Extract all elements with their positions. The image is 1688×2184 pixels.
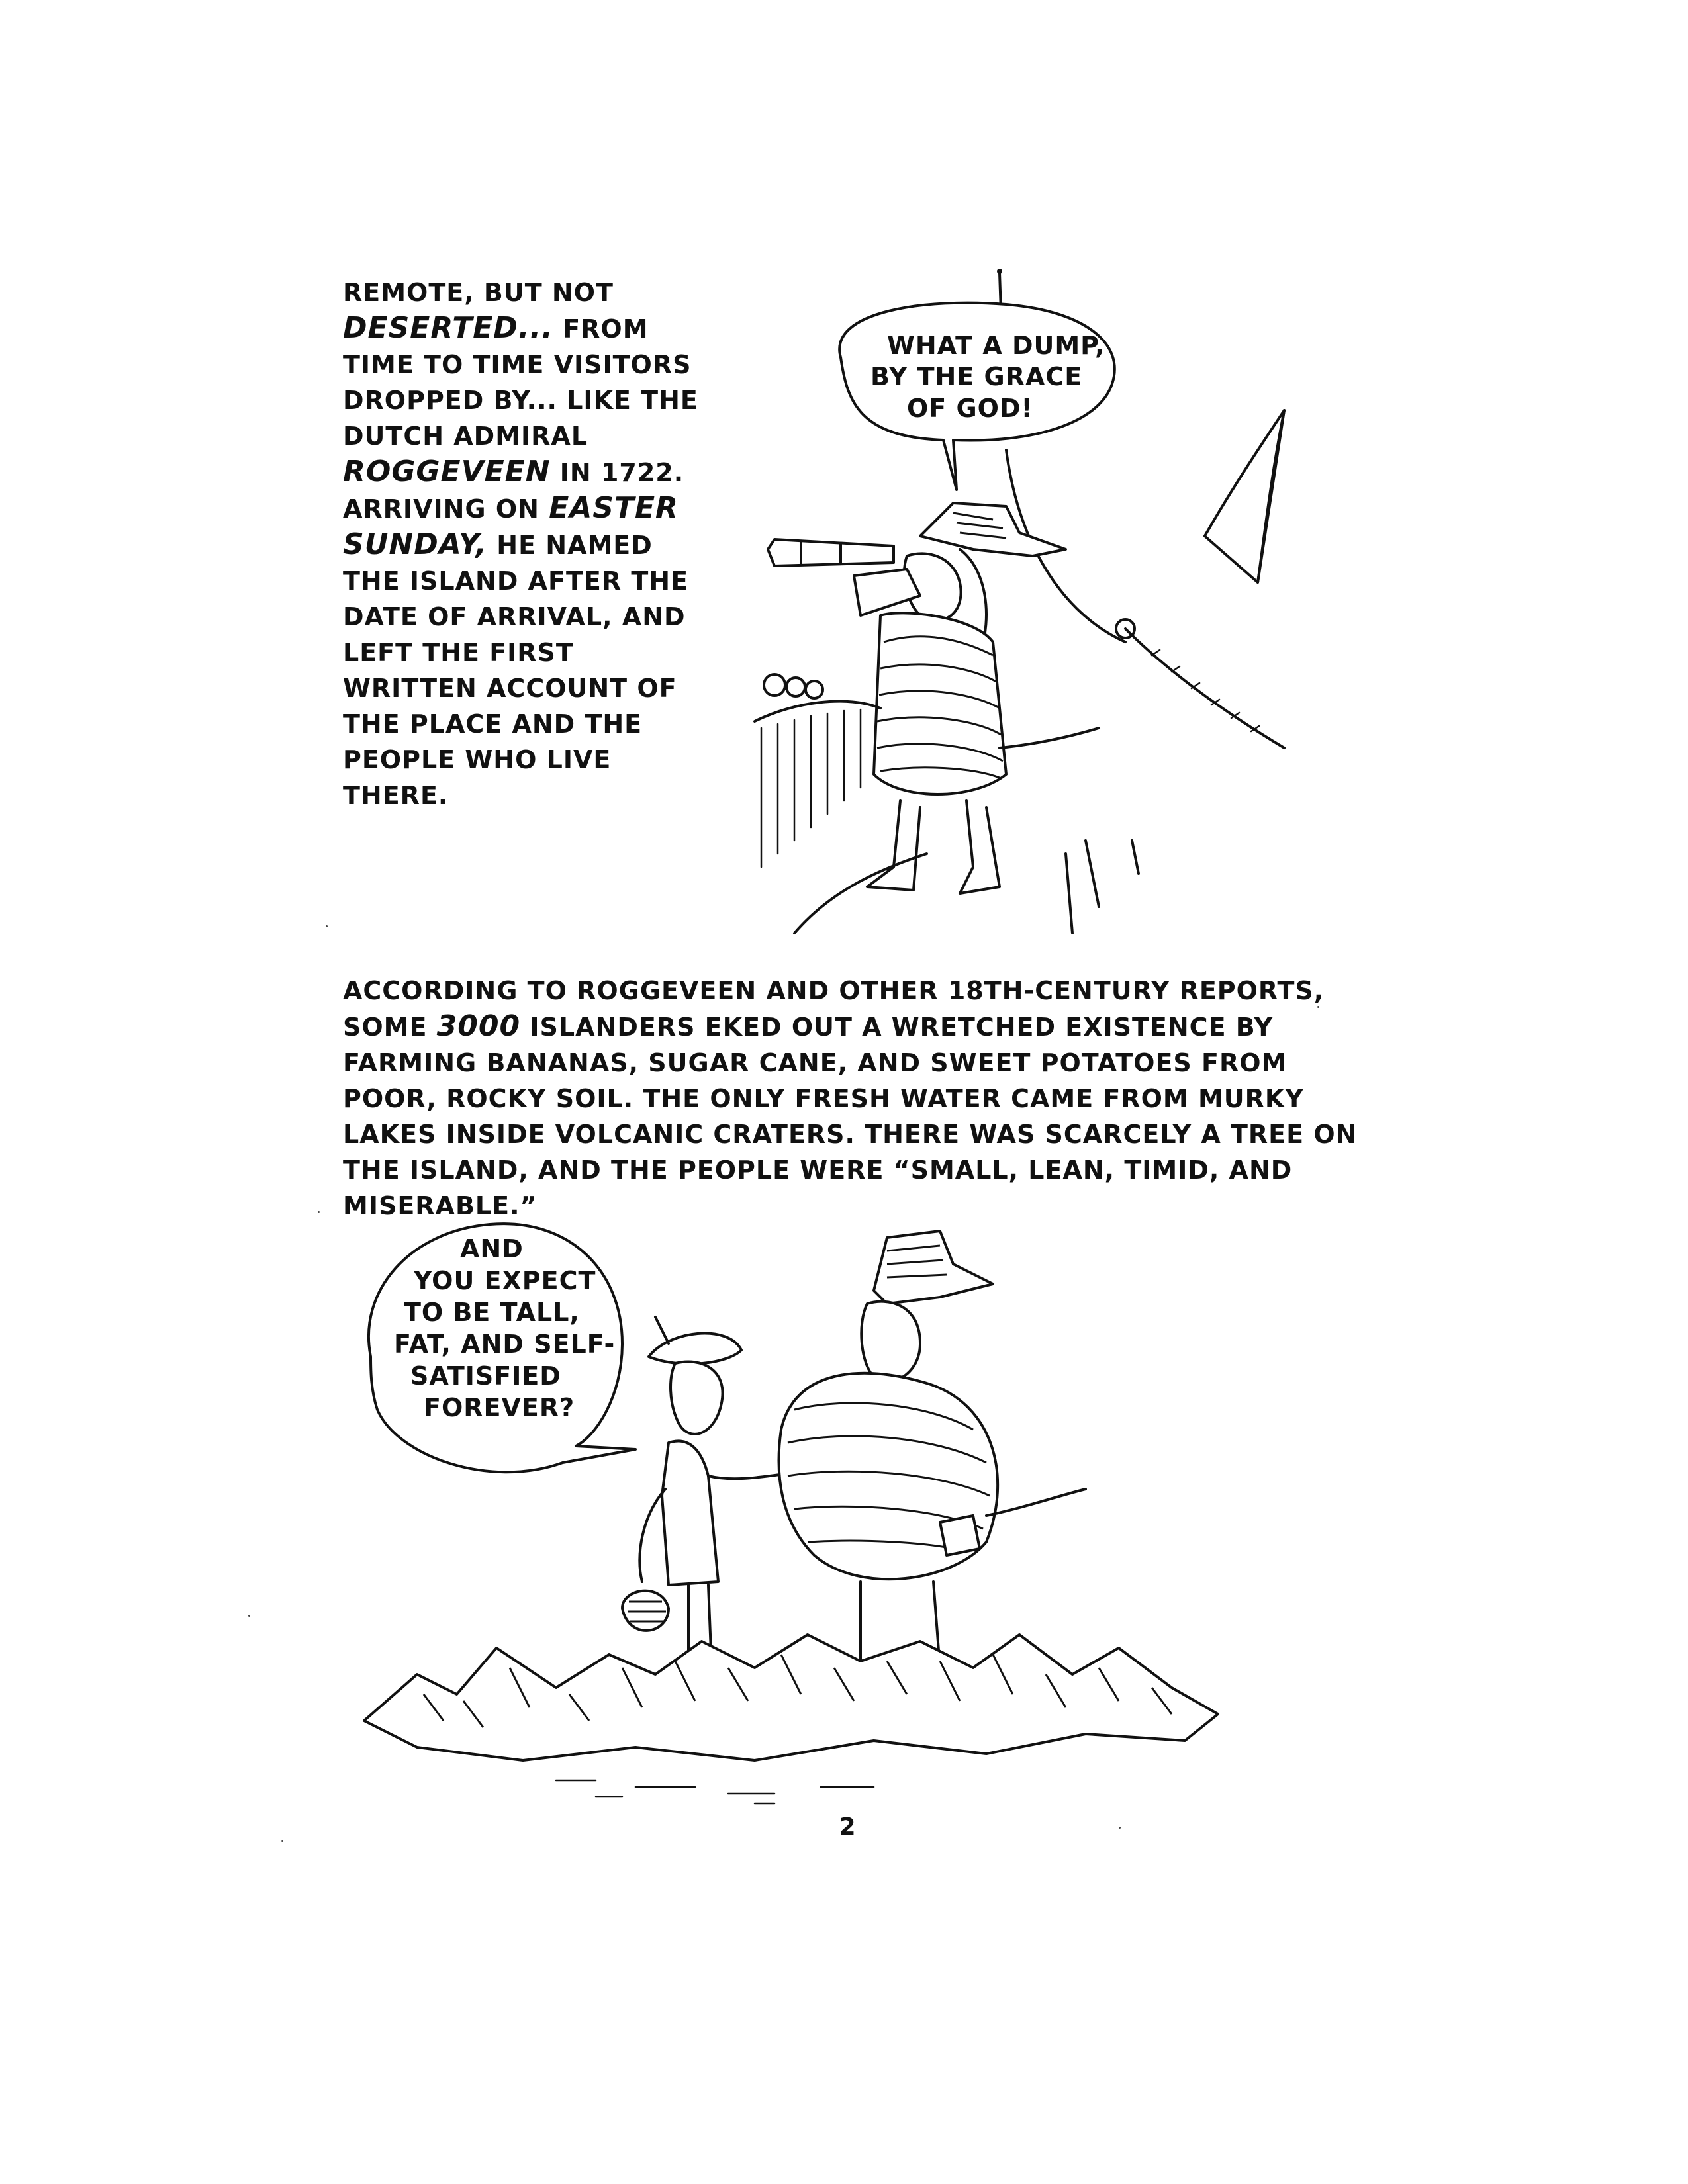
mast-top-dot <box>997 269 1002 274</box>
islander-hat-point <box>655 1317 669 1343</box>
fat-admiral-cuff <box>940 1516 980 1555</box>
scan-speck <box>281 1840 283 1842</box>
rocky-ground <box>364 1635 1218 1803</box>
scan-speck <box>318 1211 320 1213</box>
scan-speck <box>248 1615 250 1617</box>
caption-1-text-2: FROM TIME TO TIME VISITORS DROPPED BY... LIKE THE DUTCH ADMIRAL <box>343 314 698 451</box>
caption-2-emphasis-3000: 3000 <box>436 1009 521 1043</box>
bubble-2-line-1: AND <box>460 1234 524 1263</box>
fat-admiral-hat <box>874 1231 993 1304</box>
panel-admiral-spyglass <box>755 271 1324 940</box>
islander-head <box>671 1362 723 1434</box>
caption-1-text-3: IN 1722. ARRIVING ON <box>343 458 684 523</box>
panel-islander-and-admiral <box>357 1211 1238 1807</box>
caption-1-text-4: HE NAMED THE ISLAND AFTER THE DATE OF ARRIVAL, AND LEFT THE FIRST WRITTEN ACCOUNT OF THE PLACE AND THE PEOPLE WHO LIVE THERE. <box>343 531 689 810</box>
caption-2-text-2: ISLANDERS EKED OUT A WRETCHED EXISTENCE BY FARMING BANANAS, SUGAR CANE, AND SWEET POTATOES FROM POOR, ROCKY SOIL. THE ONLY FRESH WATER CAME FROM MURKY LAKES INSIDE VOLCANIC CRATERS. THERE WAS SCARCELY A TREE ON THE ISLAND, AND THE PEOPLE WERE “SMALL, LEAN, TIMID, AND MISERABLE.” <box>343 1013 1358 1220</box>
rope-twist-marks <box>1152 650 1259 731</box>
bubble-1-line-2: BY THE GRACE <box>870 362 1083 391</box>
deck-plank-strokes <box>1066 841 1139 933</box>
thin-islander-figure <box>622 1317 794 1668</box>
water-ripples <box>556 1780 874 1803</box>
fat-admiral-sword <box>986 1489 1086 1516</box>
rock-outline <box>364 1635 1218 1760</box>
fat-admiral-face <box>861 1302 920 1382</box>
speech-bubble-1 <box>839 303 1115 490</box>
bubble-2-line-3: TO BE TALL, <box>404 1298 580 1327</box>
bubble-2-line-4: FAT, AND SELF- <box>394 1330 616 1359</box>
bubble-1-line-3: OF GOD! <box>907 394 1033 423</box>
admiral-arm <box>854 569 920 615</box>
railing-top <box>755 702 880 721</box>
rigging-rope <box>1125 629 1284 748</box>
crew-head-1 <box>764 674 785 696</box>
caption-2-text-1: ACCORDING TO ROGGEVEEN AND OTHER 18TH-CENTURY REPORTS, SOME <box>343 976 1325 1042</box>
caption-remote-not-deserted <box>343 275 714 813</box>
bubble-2-line-5: SATISFIED <box>410 1361 561 1390</box>
islander-hat <box>649 1334 741 1364</box>
deck-line <box>794 854 927 933</box>
page-number: 2 <box>839 1813 856 1841</box>
caption-1-emphasis-easter-sunday: EASTER SUNDAY, <box>343 491 679 561</box>
bubble-2-line-2: YOU EXPECT <box>414 1266 596 1295</box>
scan-speck <box>326 925 328 927</box>
bubble-2-line-6: FOREVER? <box>424 1393 575 1422</box>
caption-islanders-report <box>343 973 1376 1224</box>
caption-1-emphasis-deserted: DESERTED... <box>343 311 553 345</box>
fat-admiral-figure <box>779 1231 1086 1668</box>
sail-and-rope <box>1006 410 1284 748</box>
speech-bubble-2 <box>369 1224 635 1472</box>
spyglass-icon <box>768 539 894 566</box>
crew-head-2 <box>786 678 805 696</box>
sail-shape <box>1205 410 1284 582</box>
railing-balusters <box>761 709 861 867</box>
caption-1-emphasis-roggeveen: ROGGEVEEN <box>343 455 551 488</box>
islander-body <box>662 1441 718 1585</box>
caption-1-text-1: REMOTE, BUT NOT <box>343 278 614 307</box>
admiral-right-boot <box>960 801 1000 893</box>
admiral-sword <box>1000 728 1099 748</box>
scan-speck <box>1317 1006 1319 1008</box>
admiral-left-boot <box>867 801 920 890</box>
scan-speck <box>1119 1827 1121 1829</box>
bubble-1-line-1: WHAT A DUMP, <box>887 331 1105 360</box>
crew-head-3 <box>806 681 823 698</box>
admiral-hat <box>920 503 1066 556</box>
